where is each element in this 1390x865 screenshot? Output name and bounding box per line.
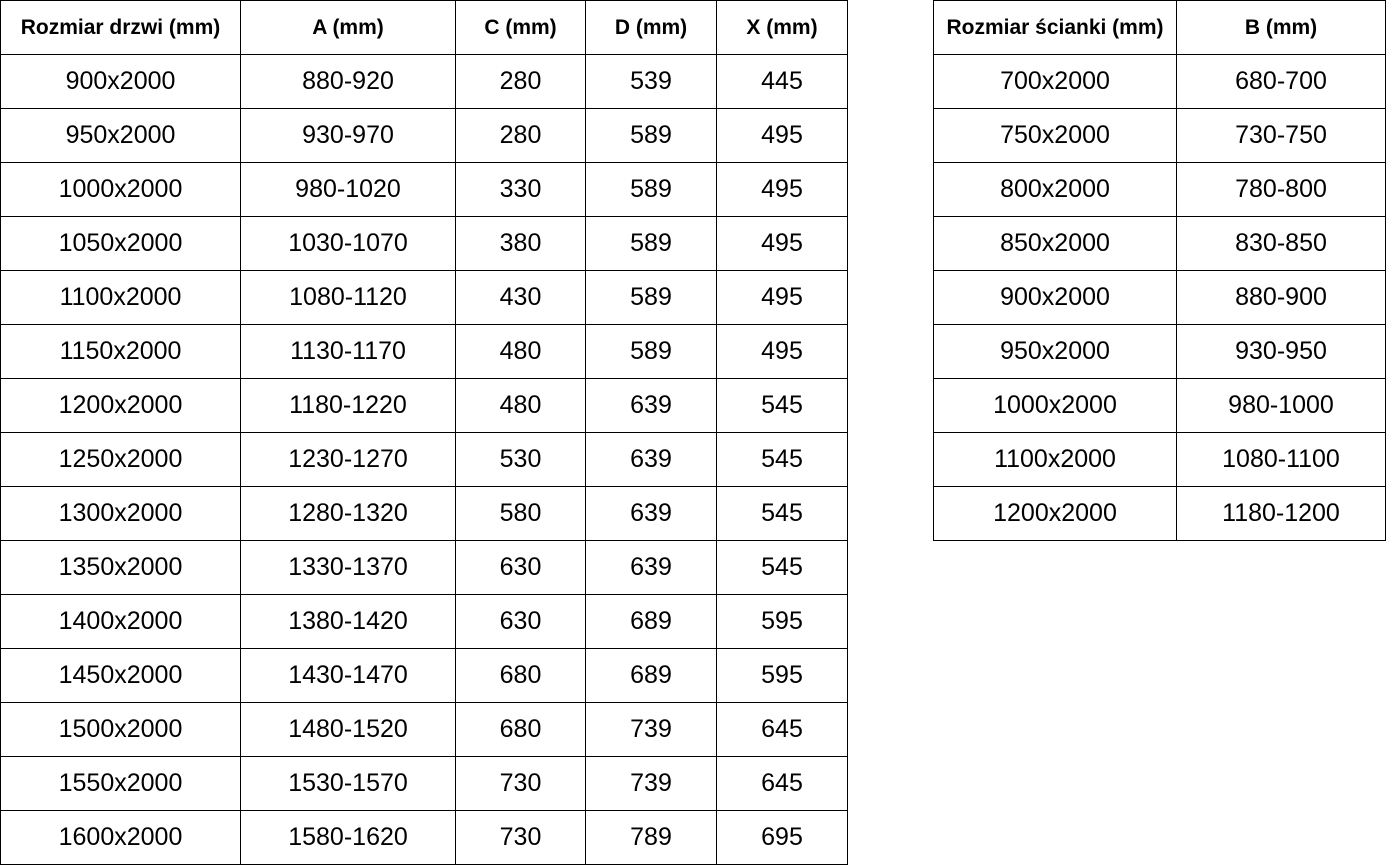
table-cell: 545 [717, 433, 848, 487]
table-cell: 1330-1370 [241, 541, 456, 595]
table-cell: 780-800 [1177, 163, 1386, 217]
table-row [1, 757, 848, 811]
table-cell: 1100x2000 [1, 271, 241, 325]
table-row [1, 109, 848, 163]
table-cell: 789 [586, 811, 717, 865]
table-cell: 1500x2000 [1, 703, 241, 757]
table-cell: 739 [586, 757, 717, 811]
table-cell: 480 [456, 379, 586, 433]
table-cell: 589 [586, 109, 717, 163]
table-cell: 1200x2000 [934, 487, 1177, 541]
table-cell: 495 [717, 217, 848, 271]
table-cell: 595 [717, 595, 848, 649]
wall-size-table [933, 0, 1386, 541]
table-cell: 495 [717, 109, 848, 163]
table-cell: 730 [456, 811, 586, 865]
table-cell: 630 [456, 595, 586, 649]
table-cell: 700x2000 [934, 55, 1177, 109]
table-cell: 689 [586, 649, 717, 703]
table-cell: 639 [586, 487, 717, 541]
table-row [1, 379, 848, 433]
table-cell: 639 [586, 541, 717, 595]
table-cell: 1600x2000 [1, 811, 241, 865]
table-cell: 330 [456, 163, 586, 217]
table-cell: 639 [586, 433, 717, 487]
table-cell: 589 [586, 163, 717, 217]
table-cell: 1080-1120 [241, 271, 456, 325]
table-cell: 1550x2000 [1, 757, 241, 811]
table-cell: 1100x2000 [934, 433, 1177, 487]
table-row [1, 811, 848, 865]
table-row [934, 163, 1386, 217]
table-cell: 630 [456, 541, 586, 595]
table-row [934, 433, 1386, 487]
table-cell: 1150x2000 [1, 325, 241, 379]
table-cell: 589 [586, 217, 717, 271]
table-cell: 589 [586, 271, 717, 325]
table-cell: 1430-1470 [241, 649, 456, 703]
table-cell: 1400x2000 [1, 595, 241, 649]
table-cell: 539 [586, 55, 717, 109]
table-cell: 680-700 [1177, 55, 1386, 109]
table-cell: 850x2000 [934, 217, 1177, 271]
table-cell: 480 [456, 325, 586, 379]
table-cell: 1000x2000 [1, 163, 241, 217]
door-table-body [1, 55, 848, 865]
table-cell: 730 [456, 757, 586, 811]
table-cell: 680 [456, 649, 586, 703]
door-table-header-row [1, 1, 848, 55]
table-cell: 1250x2000 [1, 433, 241, 487]
table-cell: 930-970 [241, 109, 456, 163]
table-cell: 880-920 [241, 55, 456, 109]
table-row [934, 487, 1386, 541]
table-cell: 880-900 [1177, 271, 1386, 325]
table-cell: 1580-1620 [241, 811, 456, 865]
column-header: X (mm) [717, 1, 848, 55]
table-row [1, 163, 848, 217]
table-cell: 980-1000 [1177, 379, 1386, 433]
table-row [934, 325, 1386, 379]
table-cell: 1080-1100 [1177, 433, 1386, 487]
table-row [1, 595, 848, 649]
table-cell: 645 [717, 757, 848, 811]
table-cell: 1050x2000 [1, 217, 241, 271]
table-cell: 545 [717, 541, 848, 595]
table-cell: 695 [717, 811, 848, 865]
table-cell: 1350x2000 [1, 541, 241, 595]
table-cell: 495 [717, 271, 848, 325]
table-row [934, 379, 1386, 433]
table-cell: 1180-1200 [1177, 487, 1386, 541]
column-header: Rozmiar drzwi (mm) [1, 1, 241, 55]
table-cell: 639 [586, 379, 717, 433]
table-cell: 430 [456, 271, 586, 325]
table-cell: 1280-1320 [241, 487, 456, 541]
table-cell: 1130-1170 [241, 325, 456, 379]
table-row [934, 55, 1386, 109]
table-row [934, 217, 1386, 271]
table-row [1, 271, 848, 325]
table-cell: 1200x2000 [1, 379, 241, 433]
table-cell: 280 [456, 55, 586, 109]
table-cell: 689 [586, 595, 717, 649]
table-cell: 680 [456, 703, 586, 757]
table-cell: 495 [717, 163, 848, 217]
column-header: B (mm) [1177, 1, 1386, 55]
table-cell: 739 [586, 703, 717, 757]
table-row [1, 703, 848, 757]
table-row [934, 109, 1386, 163]
table-cell: 930-950 [1177, 325, 1386, 379]
column-header: A (mm) [241, 1, 456, 55]
wall-table-body [934, 55, 1386, 541]
table-cell: 950x2000 [1, 109, 241, 163]
table-cell: 1230-1270 [241, 433, 456, 487]
table-cell: 1480-1520 [241, 703, 456, 757]
table-cell: 380 [456, 217, 586, 271]
table-row [1, 541, 848, 595]
table-row [1, 433, 848, 487]
table-cell: 950x2000 [934, 325, 1177, 379]
table-cell: 830-850 [1177, 217, 1386, 271]
table-cell: 1530-1570 [241, 757, 456, 811]
table-cell: 580 [456, 487, 586, 541]
table-cell: 280 [456, 109, 586, 163]
table-cell: 900x2000 [1, 55, 241, 109]
column-header: C (mm) [456, 1, 586, 55]
table-row [1, 55, 848, 109]
table-cell: 595 [717, 649, 848, 703]
column-header: D (mm) [586, 1, 717, 55]
table-cell: 1000x2000 [934, 379, 1177, 433]
column-header: Rozmiar ścianki (mm) [934, 1, 1177, 55]
table-cell: 530 [456, 433, 586, 487]
table-cell: 445 [717, 55, 848, 109]
table-cell: 1450x2000 [1, 649, 241, 703]
table-row [1, 649, 848, 703]
table-row [1, 487, 848, 541]
table-cell: 900x2000 [934, 271, 1177, 325]
wall-table-header-row [934, 1, 1386, 55]
table-row [1, 217, 848, 271]
table-cell: 750x2000 [934, 109, 1177, 163]
table-cell: 730-750 [1177, 109, 1386, 163]
table-cell: 800x2000 [934, 163, 1177, 217]
table-cell: 645 [717, 703, 848, 757]
table-cell: 495 [717, 325, 848, 379]
table-cell: 1180-1220 [241, 379, 456, 433]
table-row [934, 271, 1386, 325]
table-cell: 1030-1070 [241, 217, 456, 271]
table-cell: 980-1020 [241, 163, 456, 217]
table-cell: 589 [586, 325, 717, 379]
table-cell: 1380-1420 [241, 595, 456, 649]
table-cell: 545 [717, 379, 848, 433]
table-cell: 545 [717, 487, 848, 541]
table-cell: 1300x2000 [1, 487, 241, 541]
table-row [1, 325, 848, 379]
